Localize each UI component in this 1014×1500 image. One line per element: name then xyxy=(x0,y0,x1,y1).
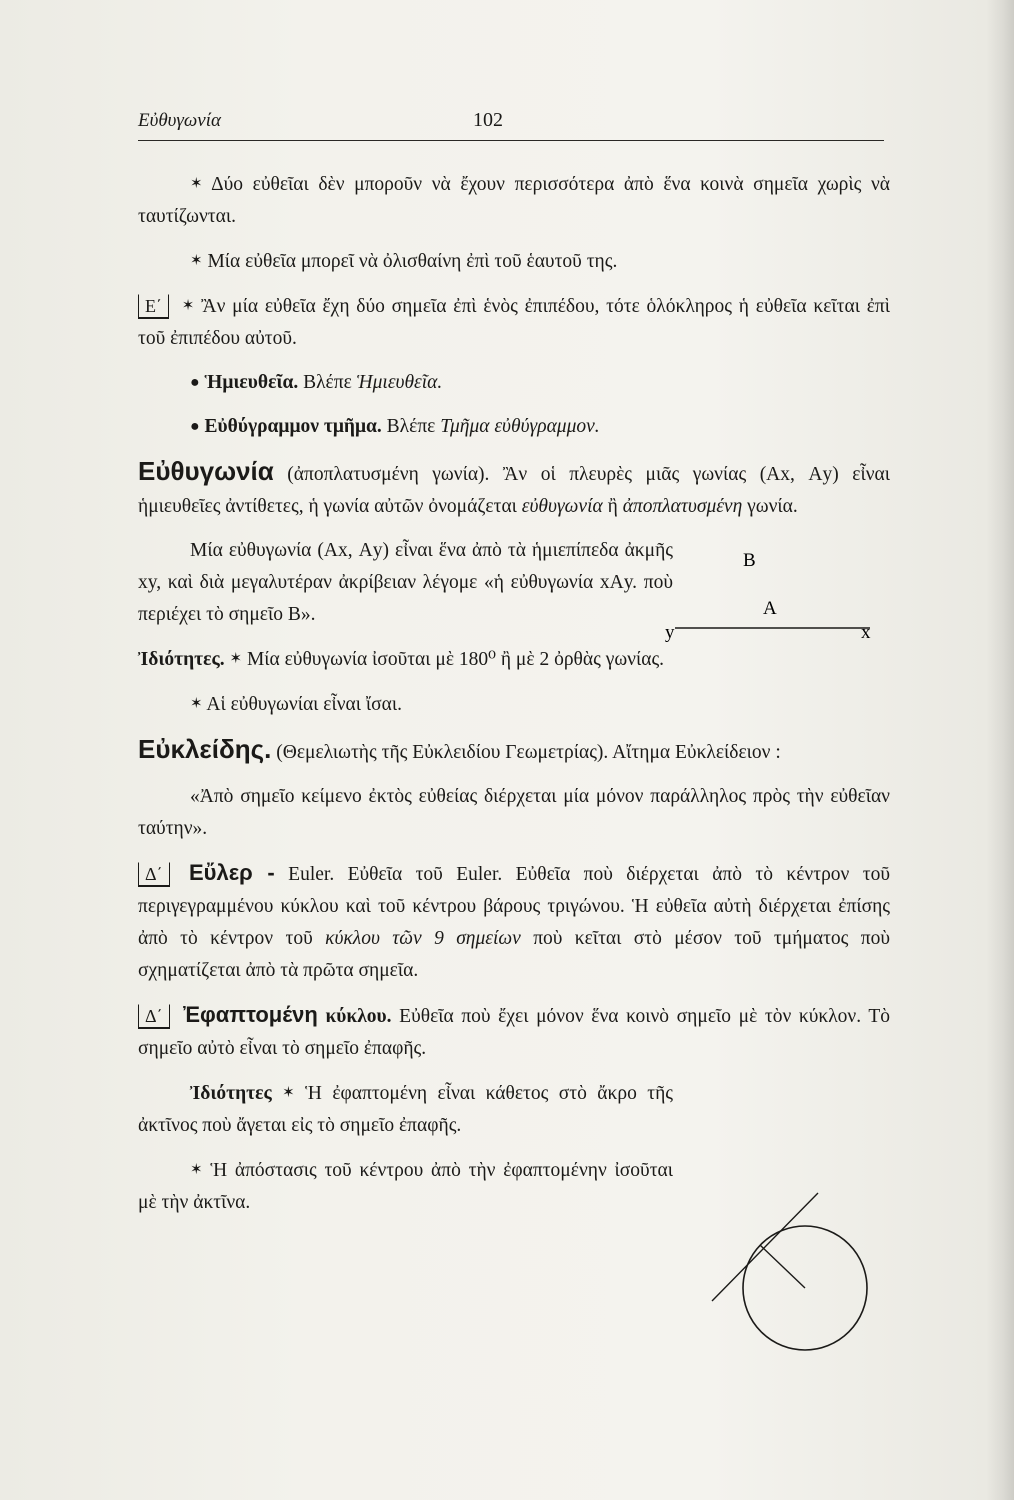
definition-text: ἢ xyxy=(607,496,618,517)
level-box: Ε΄ xyxy=(138,294,169,319)
running-header xyxy=(138,104,884,141)
definition-text: (Θεμελιωτὴς τῆς Εὐκλειδίου Γεωμετρίας). Αἴτημα Εὐκλείδειον : xyxy=(276,742,781,763)
tangent-properties xyxy=(138,1077,673,1142)
entry-term: Ἡμιευθεῖα. xyxy=(204,372,299,393)
straight-angle-figure xyxy=(655,542,885,652)
euthygonia-property-equal xyxy=(138,688,890,721)
entry-term: Εὐκλείδης. xyxy=(138,734,272,764)
label-b: Β xyxy=(743,550,756,571)
see-label: Βλέπε xyxy=(303,372,352,393)
property-text: Ἡ ἐφαπτομένη εἶναι κάθετος στὸ ἄκρο τῆς ἀκτῖνος ποὺ ἄγεται εἰς τὸ σημεῖο ἐπαφῆς. xyxy=(138,1083,673,1136)
entry-term: Ἐφαπτομένη xyxy=(183,1002,318,1027)
star-icon: ✶ xyxy=(190,176,203,192)
definition-text: Euler. Εὐθεῖα τοῦ Euler. Εὐθεῖα ποὺ διέρχεται ἀπὸ τὸ κέντρον τοῦ περιγεγραμμένου κύκλου καὶ τοῦ κέντρου βάρους τριγώνου. Ἡ εὐθεῖα αὐτὴ διέρχεται ἐπίσης ἀπὸ τὸ κέντρον τοῦ xyxy=(138,864,891,949)
property-text: Μία εὐθυγωνία ἰσοῦται μὲ 180⁰ ἢ μὲ 2 ὀρθὰς γωνίας. xyxy=(246,649,665,670)
paragraph-line-slides xyxy=(138,245,890,278)
definition-italic: εὐθυγωνία xyxy=(521,496,603,517)
cross-reference: Ἡμιευθεῖα. xyxy=(356,372,443,393)
properties-label: Ἰδιότητες. xyxy=(138,649,225,670)
definition-text: ποὺ κεῖται στὸ μέσον τοῦ τμήματος ποὺ σχηματίζεται ἀπὸ τὰ πρῶτα σημεῖα. xyxy=(138,928,891,981)
paragraph-text: Δύο εὐθεῖαι δὲν μποροῦν νὰ ἔχουν περισσότερα ἀπὸ ἕνα κοινὰ σημεῖα χωρὶς νὰ ταυτίζωνται. xyxy=(138,174,890,227)
tangent-circle-figure xyxy=(690,1183,890,1368)
star-icon: ✶ xyxy=(229,651,243,667)
page-number: 102 xyxy=(473,109,503,131)
page-edge-shadow xyxy=(986,0,1014,1500)
definition-text: (ἀποπλατυσμένη γωνία). Ἂν οἱ πλευρὲς μιᾶς γωνίας (Αx, Αy) εἶναι ἡμιευθεῖες ἀντίθετες, ἡ γωνία αὐτῶν ὀνομάζεται xyxy=(138,464,890,517)
entry-term-secondary: κύκλου. xyxy=(325,1006,392,1027)
star-icon: ✶ xyxy=(190,253,203,269)
cross-reference: Τμῆμα εὐθύγραμμον. xyxy=(440,416,600,437)
definition-text: Εὐθεῖα ποὺ ἔχει μόνον ἕνα κοινὸ σημεῖο μὲ τὸν κύκλον. Τὸ σημεῖο αὐτὸ εἶναι τὸ σημεῖο ἐπαφῆς. xyxy=(138,1006,891,1059)
entry-efaptomeni xyxy=(138,999,890,1065)
paragraph-text: Ἂν μία εὐθεῖα ἔχη δύο σημεῖα ἐπὶ ἑνὸς ἐπιπέδου, τότε ὁλόκληρος ἡ εὐθεῖα κεῖται ἐπὶ τοῦ ἐπιπέδου αὐτοῦ. xyxy=(138,296,890,349)
entry-hemiline xyxy=(138,367,890,399)
label-x: x xyxy=(861,622,871,643)
radius-line xyxy=(760,1245,805,1288)
definition-text: γωνία. xyxy=(747,496,798,517)
label-y: y xyxy=(665,622,675,643)
star-icon: ✶ xyxy=(181,298,195,314)
property-text: Ἡ ἀπόστασις τοῦ κέντρου ἀπὸ τὴν ἐφαπτομένην ἰσοῦται μὲ τὴν ἀκτῖνα. xyxy=(138,1160,673,1213)
see-label: Βλέπε xyxy=(386,416,436,437)
definition-italic: κύκλου τῶν 9 σημείων xyxy=(325,928,521,949)
star-icon: ✶ xyxy=(190,1162,203,1178)
euthygonia-halfplane-paragraph: Μία εὐθυγωνία (Αx, Αy) εἶναι ἕνα ἀπὸ τὰ ἡμιεπίπεδα ἀκμῆς xy, καὶ διὰ μεγαλυτέραν ἀκρίβειαν λέγομε «ἡ εὐθυγωνία xΑy. ποὺ περιέχει τὸ σημεῖο Β». xyxy=(138,540,673,625)
euclid-postulate-quote: «Ἀπὸ σημεῖο κείμενο ἐκτὸς εὐθείας διέρχεται μία μόνον παράλληλος πρὸς τὴν εὐθεῖαν ταύτην». xyxy=(138,786,890,839)
properties-label: Ἰδιότητες xyxy=(190,1083,272,1104)
level-box: Δ΄ xyxy=(138,862,170,887)
bullet-icon: ● xyxy=(190,374,200,391)
entry-term: Εὐθυγωνία xyxy=(138,456,274,486)
tangent-property-distance xyxy=(138,1154,673,1219)
entry-segment xyxy=(138,411,890,443)
star-icon: ✶ xyxy=(282,1085,295,1101)
entry-term: Εὔλερ - xyxy=(189,860,275,885)
page-content xyxy=(138,168,890,1231)
paragraph-plane-axiom xyxy=(138,290,890,355)
entry-euler xyxy=(138,857,890,987)
paragraph-text: Μία εὐθεῖα μπορεῖ νὰ ὀλισθαίνη ἐπὶ τοῦ ἑαυτοῦ της. xyxy=(207,251,618,272)
property-text: Αἱ εὐθυγωνίαι εἶναι ἴσαι. xyxy=(206,694,402,715)
label-a: Α xyxy=(763,598,777,619)
paragraph-two-lines xyxy=(138,168,890,233)
star-icon: ✶ xyxy=(190,696,203,712)
definition-italic: ἀποπλατυσμένη xyxy=(622,496,743,517)
entry-eukleidis xyxy=(138,733,890,769)
bullet-icon: ● xyxy=(190,418,200,435)
running-title: Εὐθυγωνία xyxy=(138,110,221,131)
entry-euthygonia xyxy=(138,455,890,523)
entry-term: Εὐθύγραμμον τμῆμα. xyxy=(204,416,382,437)
level-box: Δ΄ xyxy=(138,1004,170,1029)
